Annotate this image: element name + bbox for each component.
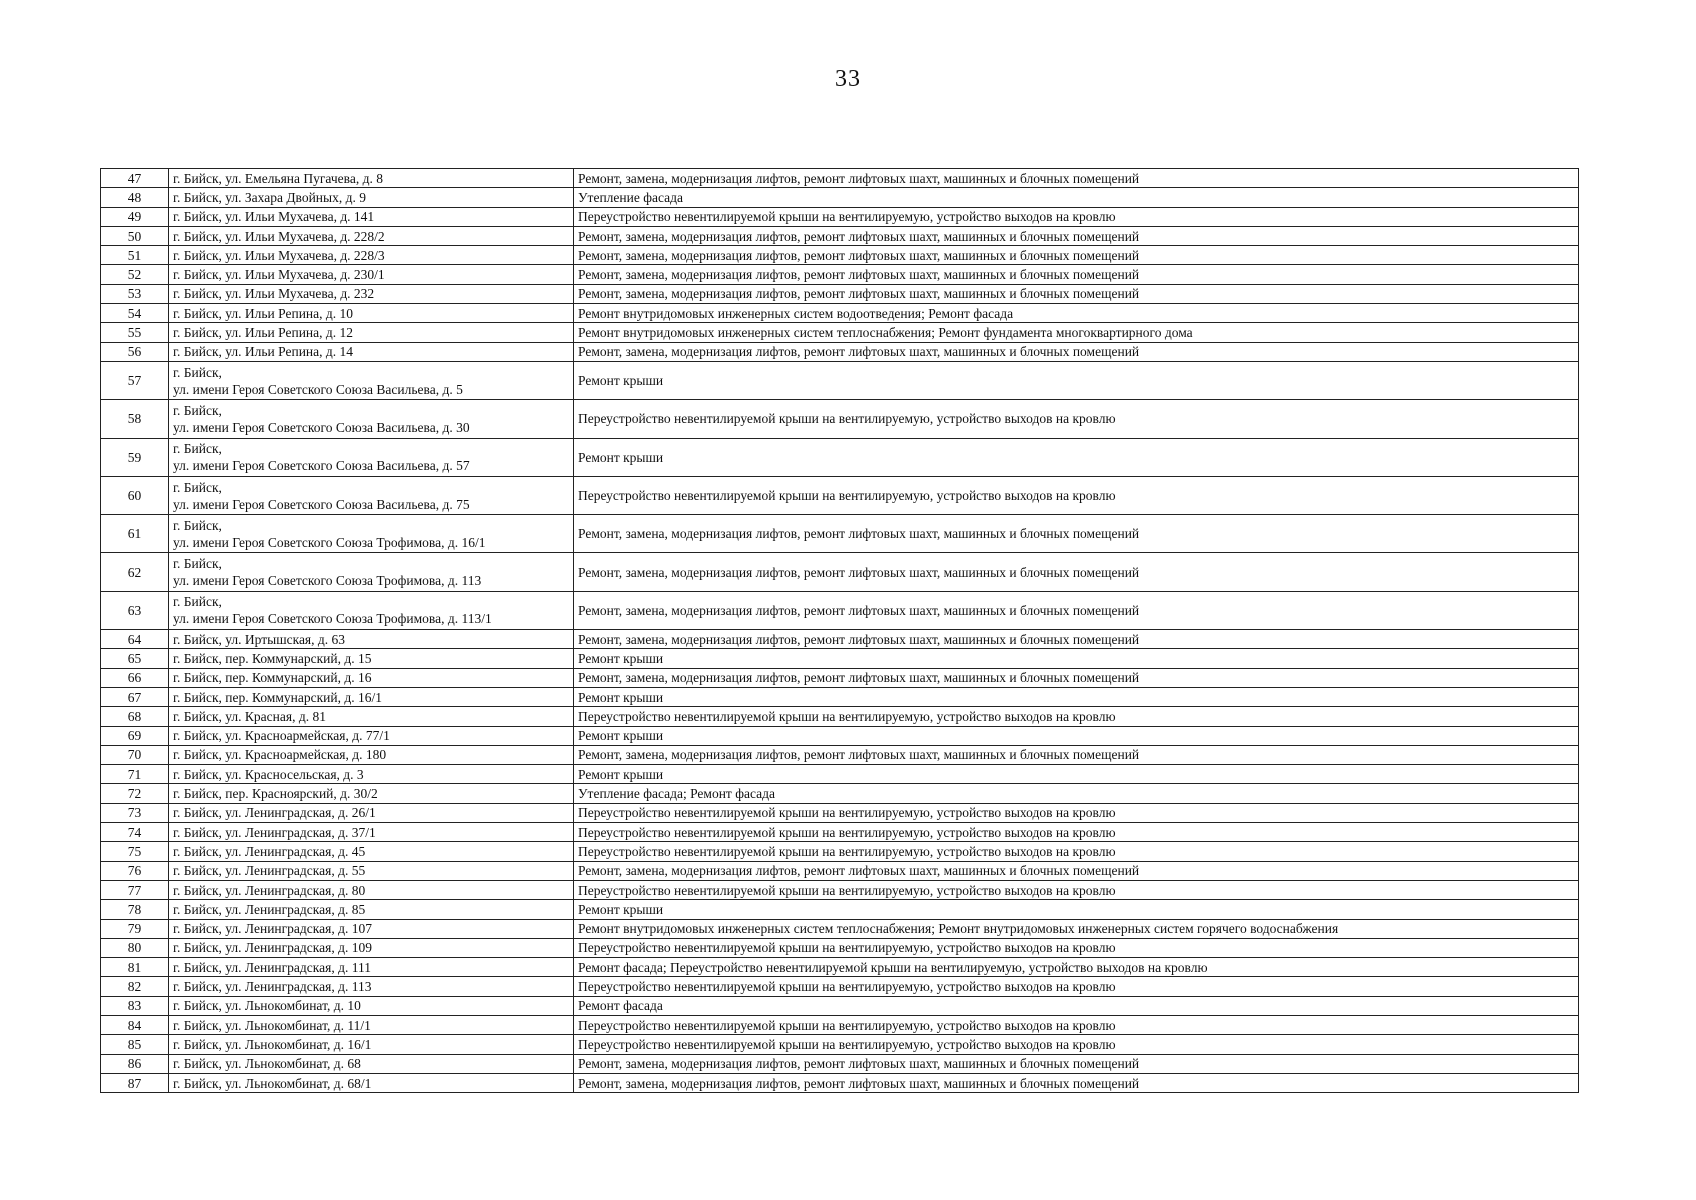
table-row	[101, 938, 1579, 957]
repair-table-container	[100, 168, 1578, 1093]
row-number-cell: 55	[101, 323, 169, 342]
address-line: г. Бийск, ул. Красносельская, д. 3	[173, 766, 364, 782]
address-cell	[169, 188, 574, 207]
work-type-cell: Ремонт, замена, модернизация лифтов, ремонт лифтовых шахт, машинных и блочных помещений	[574, 342, 1579, 361]
row-number-cell: 86	[101, 1054, 169, 1073]
row-number-cell: 51	[101, 246, 169, 265]
address-cell	[169, 996, 574, 1015]
table-row	[101, 765, 1579, 784]
work-type-cell: Ремонт, замена, модернизация лифтов, ремонт лифтовых шахт, машинных и блочных помещений	[574, 246, 1579, 265]
work-type-cell: Переустройство невентилируемой крыши на вентилируемую, устройство выходов на кровлю	[574, 207, 1579, 226]
address-line: г. Бийск, ул. Емельяна Пугачева, д. 8	[173, 170, 383, 186]
table-row	[101, 188, 1579, 207]
work-type-cell: Переустройство невентилируемой крыши на вентилируемую, устройство выходов на кровлю	[574, 880, 1579, 899]
address-line: г. Бийск, ул. Льнокомбинат, д. 68	[173, 1056, 361, 1072]
table-row	[101, 649, 1579, 668]
row-number-cell: 77	[101, 880, 169, 899]
address-line: г. Бийск, ул. Ильи Репина, д. 14	[173, 344, 354, 360]
table-row	[101, 823, 1579, 842]
row-number-cell: 58	[101, 400, 169, 438]
row-number-cell: 50	[101, 226, 169, 245]
address-cell	[169, 169, 574, 188]
address-line: г. Бийск, ул. Ильи Репина, д. 12	[173, 325, 354, 341]
address-cell	[169, 515, 574, 553]
address-cell	[169, 1035, 574, 1054]
row-number-cell: 63	[101, 591, 169, 629]
row-number-cell: 65	[101, 649, 169, 668]
row-number-cell: 66	[101, 668, 169, 687]
address-cell	[169, 1054, 574, 1073]
table-row	[101, 304, 1579, 323]
row-number-cell: 74	[101, 823, 169, 842]
address-cell	[169, 438, 574, 476]
work-type-cell: Ремонт крыши	[574, 649, 1579, 668]
table-row	[101, 1073, 1579, 1092]
row-number-cell: 52	[101, 265, 169, 284]
row-number-cell: 83	[101, 996, 169, 1015]
address-cell	[169, 553, 574, 591]
address-line: г. Бийск, ул. Иртышская, д. 63	[173, 631, 346, 647]
address-line: г. Бийск, ул. Ленинградская, д. 85	[173, 901, 366, 917]
work-type-cell: Ремонт, замена, модернизация лифтов, ремонт лифтовых шахт, машинных и блочных помещений	[574, 591, 1579, 629]
work-type-cell: Ремонт крыши	[574, 687, 1579, 706]
address-cell	[169, 861, 574, 880]
address-line: г. Бийск, ул. Ленинградская, д. 113	[173, 979, 372, 995]
row-number-cell: 72	[101, 784, 169, 803]
table-row	[101, 591, 1579, 629]
row-number-cell: 61	[101, 515, 169, 553]
address-cell	[169, 900, 574, 919]
address-line: ул. имени Героя Советского Союза Васильева, д. 30	[173, 419, 470, 435]
address-cell	[169, 977, 574, 996]
row-number-cell: 73	[101, 803, 169, 822]
address-cell	[169, 726, 574, 745]
address-line: ул. имени Героя Советского Союза Трофимова, д. 113	[173, 573, 482, 589]
address-line: ул. имени Героя Советского Союза Трофимова, д. 113/1	[173, 611, 492, 627]
row-number-cell: 60	[101, 476, 169, 514]
address-cell	[169, 361, 574, 399]
work-type-cell: Переустройство невентилируемой крыши на вентилируемую, устройство выходов на кровлю	[574, 977, 1579, 996]
work-type-cell: Ремонт, замена, модернизация лифтов, ремонт лифтовых шахт, машинных и блочных помещений	[574, 284, 1579, 303]
address-cell	[169, 400, 574, 438]
table-row	[101, 169, 1579, 188]
work-type-cell: Ремонт фасада; Переустройство невентилируемой крыши на вентилируемую, устройство выходов на кровлю	[574, 958, 1579, 977]
address-line: г. Бийск, ул. Захара Двойных, д. 9	[173, 189, 366, 205]
row-number-cell: 76	[101, 861, 169, 880]
address-cell	[169, 342, 574, 361]
address-line: г. Бийск,	[173, 364, 222, 380]
table-row	[101, 861, 1579, 880]
table-row	[101, 707, 1579, 726]
work-type-cell: Ремонт внутридомовых инженерных систем водоотведения; Ремонт фасада	[574, 304, 1579, 323]
row-number-cell: 53	[101, 284, 169, 303]
work-type-cell: Переустройство невентилируемой крыши на вентилируемую, устройство выходов на кровлю	[574, 823, 1579, 842]
table-row	[101, 977, 1579, 996]
work-type-cell: Переустройство невентилируемой крыши на вентилируемую, устройство выходов на кровлю	[574, 707, 1579, 726]
address-cell	[169, 630, 574, 649]
address-cell	[169, 668, 574, 687]
work-type-cell: Ремонт внутридомовых инженерных систем теплоснабжения; Ремонт внутридомовых инженерных систем горячего водоснабжения	[574, 919, 1579, 938]
row-number-cell: 85	[101, 1035, 169, 1054]
table-row	[101, 323, 1579, 342]
address-cell	[169, 207, 574, 226]
address-line: г. Бийск, ул. Льнокомбинат, д. 10	[173, 998, 361, 1014]
address-cell	[169, 765, 574, 784]
address-cell	[169, 476, 574, 514]
address-cell	[169, 265, 574, 284]
work-type-cell: Ремонт крыши	[574, 900, 1579, 919]
address-cell	[169, 938, 574, 957]
address-line: г. Бийск, ул. Ильи Мухачева, д. 228/2	[173, 228, 385, 244]
table-row	[101, 745, 1579, 764]
work-type-cell: Ремонт крыши	[574, 361, 1579, 399]
address-line: г. Бийск, ул. Ильи Репина, д. 10	[173, 305, 354, 321]
row-number-cell: 78	[101, 900, 169, 919]
address-line: г. Бийск, ул. Ильи Мухачева, д. 232	[173, 286, 375, 302]
row-number-cell: 57	[101, 361, 169, 399]
address-cell	[169, 246, 574, 265]
row-number-cell: 71	[101, 765, 169, 784]
address-line: г. Бийск, ул. Льнокомбинат, д. 11/1	[173, 1017, 371, 1033]
address-cell	[169, 784, 574, 803]
table-row	[101, 1054, 1579, 1073]
address-line: г. Бийск, ул. Ильи Мухачева, д. 141	[173, 209, 375, 225]
address-cell	[169, 958, 574, 977]
row-number-cell: 80	[101, 938, 169, 957]
table-row	[101, 900, 1579, 919]
row-number-cell: 68	[101, 707, 169, 726]
work-type-cell: Переустройство невентилируемой крыши на вентилируемую, устройство выходов на кровлю	[574, 938, 1579, 957]
row-number-cell: 84	[101, 1015, 169, 1034]
repair-table-body	[101, 169, 1579, 1093]
address-line: ул. имени Героя Советского Союза Трофимова, д. 16/1	[173, 534, 486, 550]
work-type-cell: Ремонт крыши	[574, 765, 1579, 784]
table-row	[101, 842, 1579, 861]
address-cell	[169, 1015, 574, 1034]
work-type-cell: Ремонт, замена, модернизация лифтов, ремонт лифтовых шахт, машинных и блочных помещений	[574, 1073, 1579, 1092]
row-number-cell: 48	[101, 188, 169, 207]
address-line: г. Бийск, ул. Ленинградская, д. 55	[173, 863, 366, 879]
row-number-cell: 69	[101, 726, 169, 745]
work-type-cell: Ремонт фасада	[574, 996, 1579, 1015]
address-cell	[169, 1073, 574, 1092]
address-line: г. Бийск, ул. Красноармейская, д. 180	[173, 747, 387, 763]
address-line: г. Бийск, ул. Ленинградская, д. 111	[173, 959, 371, 975]
row-number-cell: 75	[101, 842, 169, 861]
address-line: г. Бийск, ул. Ильи Мухачева, д. 230/1	[173, 267, 385, 283]
address-line: ул. имени Героя Советского Союза Васильева, д. 75	[173, 496, 470, 512]
table-row	[101, 265, 1579, 284]
table-row	[101, 880, 1579, 899]
row-number-cell: 82	[101, 977, 169, 996]
address-line: г. Бийск, ул. Ленинградская, д. 26/1	[173, 805, 376, 821]
address-cell	[169, 591, 574, 629]
row-number-cell: 70	[101, 745, 169, 764]
address-line: г. Бийск,	[173, 402, 222, 418]
work-type-cell: Утепление фасада; Ремонт фасада	[574, 784, 1579, 803]
work-type-cell: Ремонт, замена, модернизация лифтов, ремонт лифтовых шахт, машинных и блочных помещений	[574, 861, 1579, 880]
address-line: г. Бийск,	[173, 517, 222, 533]
work-type-cell: Ремонт, замена, модернизация лифтов, ремонт лифтовых шахт, машинных и блочных помещений	[574, 169, 1579, 188]
address-cell	[169, 707, 574, 726]
address-line: г. Бийск,	[173, 441, 222, 457]
address-line: г. Бийск, пер. Коммунарский, д. 16/1	[173, 689, 382, 705]
table-row	[101, 726, 1579, 745]
row-number-cell: 59	[101, 438, 169, 476]
address-cell	[169, 880, 574, 899]
table-row	[101, 630, 1579, 649]
address-line: ул. имени Героя Советского Союза Васильева, д. 57	[173, 458, 470, 474]
address-line: г. Бийск, ул. Ленинградская, д. 107	[173, 921, 372, 937]
work-type-cell: Переустройство невентилируемой крыши на вентилируемую, устройство выходов на кровлю	[574, 842, 1579, 861]
table-row	[101, 803, 1579, 822]
work-type-cell: Переустройство невентилируемой крыши на вентилируемую, устройство выходов на кровлю	[574, 400, 1579, 438]
work-type-cell: Переустройство невентилируемой крыши на вентилируемую, устройство выходов на кровлю	[574, 476, 1579, 514]
work-type-cell: Ремонт крыши	[574, 726, 1579, 745]
address-cell	[169, 649, 574, 668]
row-number-cell: 49	[101, 207, 169, 226]
address-cell	[169, 284, 574, 303]
address-line: г. Бийск, пер. Коммунарский, д. 15	[173, 650, 372, 666]
page-number: 33	[835, 66, 861, 92]
table-row	[101, 438, 1579, 476]
address-line: г. Бийск, ул. Льнокомбинат, д. 68/1	[173, 1075, 372, 1091]
address-cell	[169, 919, 574, 938]
address-cell	[169, 687, 574, 706]
table-row	[101, 919, 1579, 938]
address-line: г. Бийск, пер. Коммунарский, д. 16	[173, 670, 372, 686]
table-row	[101, 515, 1579, 553]
table-row	[101, 668, 1579, 687]
row-number-cell: 67	[101, 687, 169, 706]
repair-table	[100, 168, 1579, 1093]
work-type-cell: Ремонт, замена, модернизация лифтов, ремонт лифтовых шахт, машинных и блочных помещений	[574, 515, 1579, 553]
work-type-cell: Переустройство невентилируемой крыши на вентилируемую, устройство выходов на кровлю	[574, 803, 1579, 822]
address-cell	[169, 323, 574, 342]
address-cell	[169, 304, 574, 323]
address-line: ул. имени Героя Советского Союза Васильева, д. 5	[173, 381, 463, 397]
row-number-cell: 62	[101, 553, 169, 591]
address-line: г. Бийск, ул. Льнокомбинат, д. 16/1	[173, 1036, 372, 1052]
row-number-cell: 87	[101, 1073, 169, 1092]
table-row	[101, 996, 1579, 1015]
address-line: г. Бийск, ул. Ленинградская, д. 109	[173, 940, 372, 956]
address-line: г. Бийск, ул. Ленинградская, д. 45	[173, 843, 366, 859]
address-line: г. Бийск, ул. Красноармейская, д. 77/1	[173, 728, 390, 744]
address-line: г. Бийск,	[173, 594, 222, 610]
row-number-cell: 47	[101, 169, 169, 188]
address-line: г. Бийск, ул. Ильи Мухачева, д. 228/3	[173, 247, 385, 263]
address-line: г. Бийск, ул. Ленинградская, д. 37/1	[173, 824, 376, 840]
table-row	[101, 784, 1579, 803]
work-type-cell: Ремонт, замена, модернизация лифтов, ремонт лифтовых шахт, машинных и блочных помещений	[574, 668, 1579, 687]
table-row	[101, 400, 1579, 438]
table-row	[101, 207, 1579, 226]
table-row	[101, 476, 1579, 514]
work-type-cell: Переустройство невентилируемой крыши на вентилируемую, устройство выходов на кровлю	[574, 1035, 1579, 1054]
table-row	[101, 284, 1579, 303]
work-type-cell: Переустройство невентилируемой крыши на вентилируемую, устройство выходов на кровлю	[574, 1015, 1579, 1034]
address-cell	[169, 803, 574, 822]
table-row	[101, 553, 1579, 591]
row-number-cell: 54	[101, 304, 169, 323]
row-number-cell: 64	[101, 630, 169, 649]
address-cell	[169, 842, 574, 861]
work-type-cell: Ремонт крыши	[574, 438, 1579, 476]
table-row	[101, 342, 1579, 361]
address-line: г. Бийск, пер. Красноярский, д. 30/2	[173, 786, 378, 802]
work-type-cell: Ремонт, замена, модернизация лифтов, ремонт лифтовых шахт, машинных и блочных помещений	[574, 630, 1579, 649]
work-type-cell: Утепление фасада	[574, 188, 1579, 207]
work-type-cell: Ремонт, замена, модернизация лифтов, ремонт лифтовых шахт, машинных и блочных помещений	[574, 553, 1579, 591]
row-number-cell: 56	[101, 342, 169, 361]
address-cell	[169, 226, 574, 245]
table-row	[101, 1015, 1579, 1034]
address-line: г. Бийск, ул. Красная, д. 81	[173, 708, 326, 724]
row-number-cell: 81	[101, 958, 169, 977]
work-type-cell: Ремонт, замена, модернизация лифтов, ремонт лифтовых шахт, машинных и блочных помещений	[574, 226, 1579, 245]
work-type-cell: Ремонт, замена, модернизация лифтов, ремонт лифтовых шахт, машинных и блочных помещений	[574, 1054, 1579, 1073]
address-cell	[169, 745, 574, 764]
table-row	[101, 226, 1579, 245]
work-type-cell: Ремонт внутридомовых инженерных систем теплоснабжения; Ремонт фундамента многоквартирного дома	[574, 323, 1579, 342]
address-line: г. Бийск,	[173, 479, 222, 495]
table-row	[101, 687, 1579, 706]
table-row	[101, 958, 1579, 977]
address-line: г. Бийск, ул. Ленинградская, д. 80	[173, 882, 366, 898]
table-row	[101, 361, 1579, 399]
work-type-cell: Ремонт, замена, модернизация лифтов, ремонт лифтовых шахт, машинных и блочных помещений	[574, 745, 1579, 764]
table-row	[101, 1035, 1579, 1054]
address-line: г. Бийск,	[173, 556, 222, 572]
address-cell	[169, 823, 574, 842]
row-number-cell: 79	[101, 919, 169, 938]
table-row	[101, 246, 1579, 265]
work-type-cell: Ремонт, замена, модернизация лифтов, ремонт лифтовых шахт, машинных и блочных помещений	[574, 265, 1579, 284]
